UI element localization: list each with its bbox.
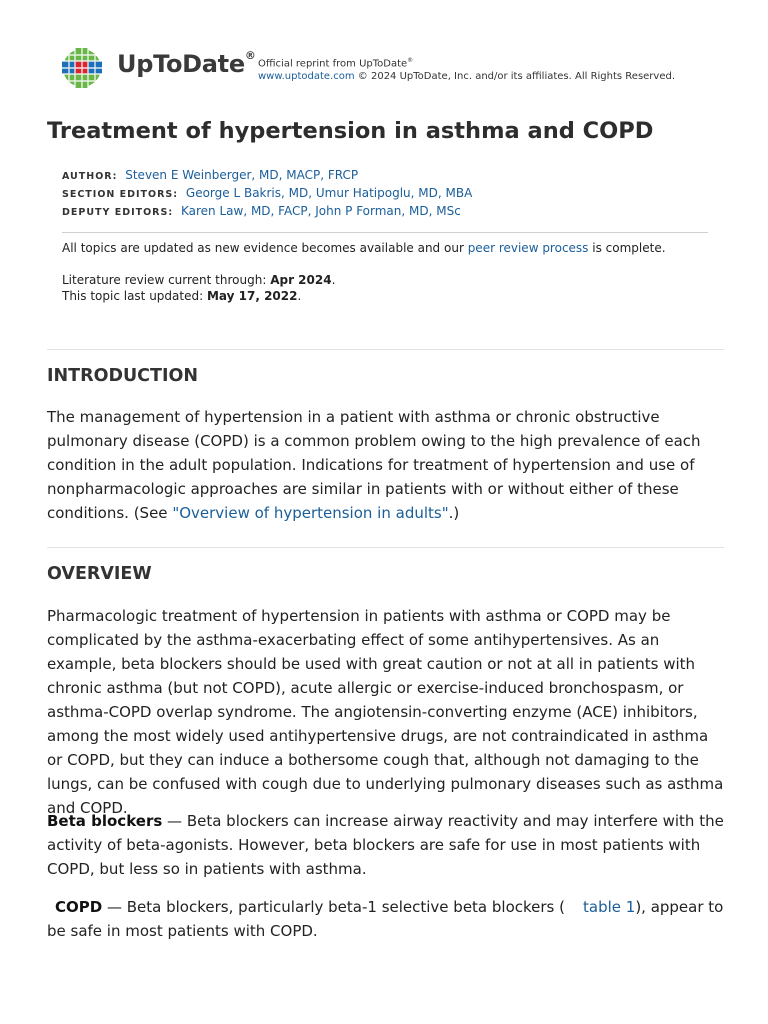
section-divider <box>47 349 724 350</box>
brand-name: UpToDate® <box>117 49 256 78</box>
peer-review-link[interactable]: peer review process <box>467 241 589 255</box>
reprint-notice: Official reprint from UpToDate® www.uptodate.com © 2024 UpToDate, Inc. and/or its affiliates. All Rights Reserved. <box>258 57 676 83</box>
beta-blockers-label: Beta blockers <box>47 812 163 830</box>
literature-review-date: Apr 2024 <box>270 273 332 287</box>
section-editor-link-2[interactable]: Umur Hatipoglu, MD, MBA <box>315 186 473 200</box>
introduction-paragraph: The management of hypertension in a patient with asthma or chronic obstructive pulmonary disease (COPD) is a common problem owing to the high prevalence of each condition in the adult population. Indications for treatment of hypertension and use of nonpharmacologic approaches are similar in patients with or without either of these conditions. (See "Overview of hypertension in adults".) <box>47 408 701 522</box>
author-block: AUTHOR: Steven E Weinberger, MD, MACP, FRCP SECTION EDITORS: George L Bakris, MD, Umur Hatipoglu, MD, MBA DEPUTY EDITORS: Karen Law, MD, FACP, John P Forman, MD, MSc <box>62 168 473 218</box>
introduction-heading: INTRODUCTION <box>47 366 198 386</box>
author-link[interactable]: Steven E Weinberger, MD, MACP, FRCP <box>125 168 359 182</box>
overview-hypertension-link[interactable]: "Overview of hypertension in adults" <box>172 504 449 522</box>
section-editors-label: SECTION EDITORS: <box>62 189 179 200</box>
beta-blockers-paragraph: Beta blockers — Beta blockers can increase airway reactivity and may interfere with the activity of beta-agonists. However, beta blockers are safe for use in most patients with COPD, but less so in patients with asthma. <box>47 812 724 878</box>
deputy-editors-label: DEPUTY EDITORS: <box>62 207 174 218</box>
copd-label: COPD <box>55 898 103 916</box>
site-link[interactable]: www.uptodate.com <box>258 71 355 83</box>
divider <box>62 232 708 233</box>
copyright-text: © 2024 UpToDate, Inc. and/or its affiliates. All Rights Reserved. <box>354 71 676 83</box>
section-editor-link-1[interactable]: George L Bakris, MD <box>185 186 309 200</box>
update-notice: All topics are updated as new evidence becomes available and our peer review process is complete. <box>62 241 666 255</box>
deputy-editor-link-2[interactable]: John P Forman, MD, MSc <box>315 204 461 218</box>
last-updated-date: May 17, 2022 <box>206 289 298 303</box>
page-title: Treatment of hypertension in asthma and COPD <box>47 118 654 144</box>
overview-heading: OVERVIEW <box>47 564 152 584</box>
copd-paragraph: COPD — Beta blockers, particularly beta-1 selective beta blockers ( table 1), appear to be safe in most patients with COPD. <box>47 898 724 940</box>
deputy-editor-link-1[interactable]: Karen Law, MD, FACP <box>180 204 308 218</box>
review-dates: Literature review current through: Apr 2024. This topic last updated: May 17, 2022. <box>62 273 336 303</box>
uptodate-logo-icon <box>62 48 102 88</box>
reprint-header <box>62 46 742 90</box>
overview-paragraph: Pharmacologic treatment of hypertension in patients with asthma or COPD may be complicated by the asthma-exacerbating effect of some antihypertensives. As an example, beta blockers should be used with great caution or not at all in patients with chronic asthma (but not COPD), acute allergic or exercise-induced bronchospasm, or asthma-COPD overlap syndrome. The angiotensin-converting enzyme (ACE) inhibitors, among the most widely used antihypertensive drugs, are not contraindicated in asthma or COPD, but they can induce a bothersome cough that, although not damaging to the lungs, can be confused with cough due to underlying pulmonary diseases such as asthma and COPD. <box>47 607 724 817</box>
table-1-link[interactable]: table 1 <box>583 898 636 916</box>
registered-mark: ® <box>244 49 256 62</box>
section-divider <box>47 547 724 548</box>
author-label: AUTHOR: <box>62 171 118 182</box>
